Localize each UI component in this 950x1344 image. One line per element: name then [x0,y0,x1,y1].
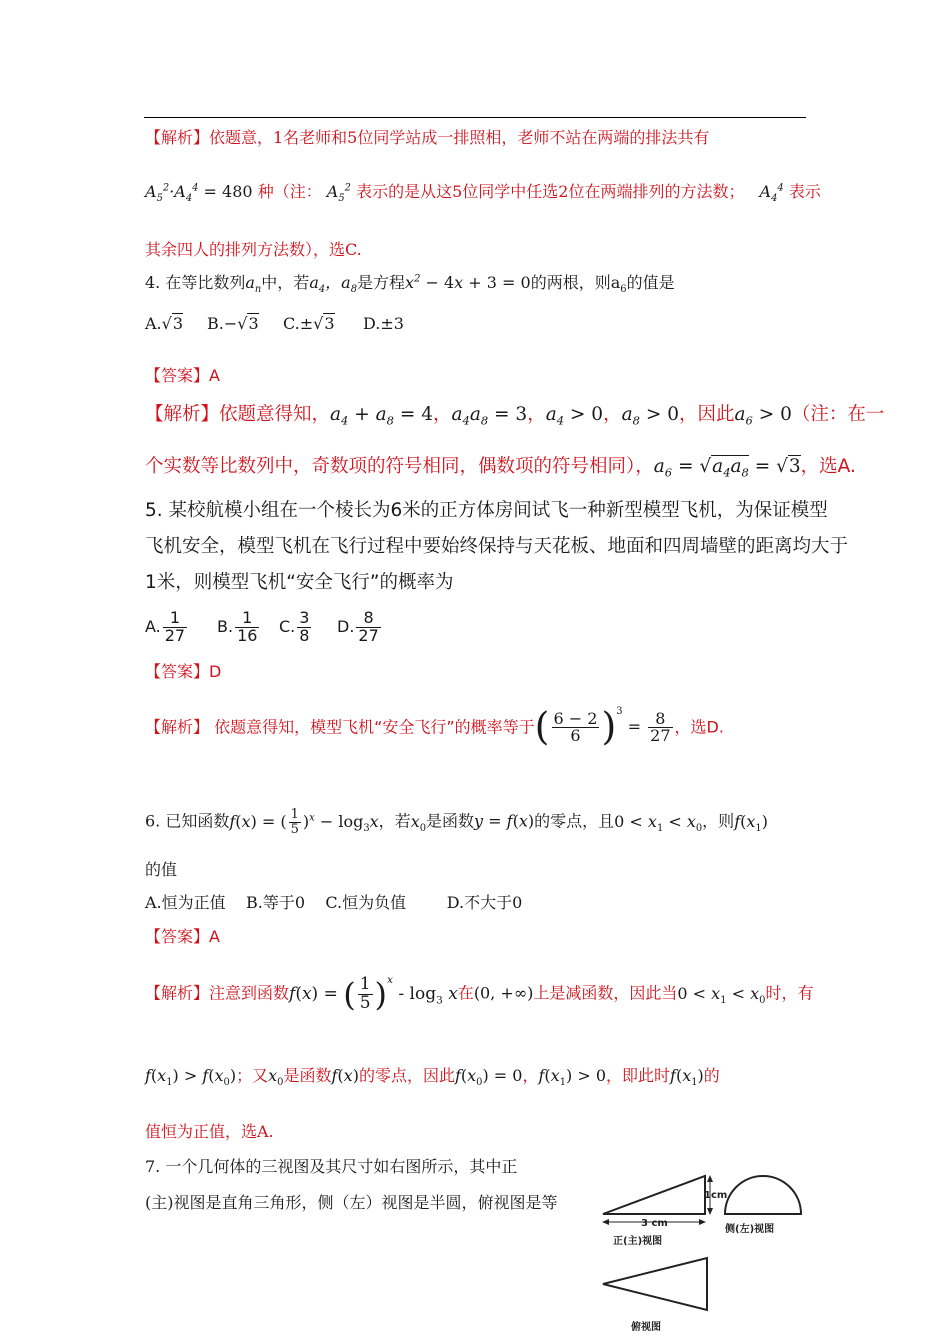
header-rule [144,117,806,118]
q4-option-a: A.√3 [145,314,184,333]
q5-expl: 【解析】 依题意得知，模型飞机“安全飞行”的概率等于( $\frac{6 - 2}{6}$ )$^3$ = $\frac{8}{27}$ ，选D. [145,705,724,749]
q5-line3: 1米，则模型飞机“安全飞行”的概率为 [145,572,454,593]
q5-options [145,610,810,645]
top-view-label: 俯视图 [631,1322,661,1333]
q5-option-a: A. $\frac{1}{27}$ [145,608,186,645]
q5-option-c: C. $\frac{3}{8}$ [279,608,310,645]
q4-stem: 4. 在等比数列$a_n$中，若$a_4$，$a_8$是方程$x^2 - 4x + 3 = 0$的两根，则$a_6$的值是 [145,273,675,296]
q5-line1: 5. 某校航模小组在一个棱长为6米的正方体房间试飞一种新型模型飞机，为保证模型 [145,500,828,521]
s1-note-a: 种（注： [257,182,322,201]
side-view-label: 侧(左)视图 [725,1224,775,1235]
q4-expl-line1: 【解析】依题意得知，$a_4 + a_8 = 4$，$a_4a_8 = 3$，$a_4 > 0$，$a_8 > 0$，因此$a_6 > 0$（注：在一 [145,404,885,428]
front-view-triangle [603,1176,705,1214]
q6-answer: 【答案】A [145,927,220,946]
s1-line3: 其余四人的排列方法数），选C. [145,240,362,259]
q4-options [145,314,810,333]
side-view-semicircle [725,1176,801,1214]
top-view-triangle [603,1258,707,1310]
s1-permutation-formula: $A_5^2\cdot A_4^4 = 480$ [145,182,253,205]
s1-note-c: 表示 [788,182,821,201]
s1-note-b: 表示的是从这5位同学中任选2位在两端排列的方法数； [356,182,745,201]
q5-option-d: D. $\frac{8}{27}$ [337,608,379,645]
q7-line1: 7. 一个几何体的三视图及其尺寸如右图所示，其中正 [145,1157,518,1176]
q4-expl-line2: 个实数等比数列中，奇数项的符号相同，偶数项的符号相同），$a_6 = √a_4a_8 = √3$，选A. [145,456,856,480]
q5-line2: 飞机安全，模型飞机在飞行过程中要始终保持与天花板、地面和四周墙壁的距离均大于 [145,536,849,557]
q6-expl-line2: $f(x_1) > f(x_0)$；又$x_0$是函数f(x)的零点，因此$f(x_0) = 0$，$f(x_1) > 0$，即此时$f(x_1)$的 [145,1066,720,1089]
q4-option-c: C.±√3 [283,314,335,333]
width-label: 3 cm [641,1218,668,1229]
height-label: 1cm [704,1190,728,1201]
q5-option-b: B. $\frac{1}{16}$ [217,608,258,645]
three-view-figure [595,1160,810,1342]
q5-answer: 【答案】D [145,662,222,681]
q6-expl-line3: 值恒为正值，选A. [145,1122,274,1141]
q6-stem-line2: 的值 [145,860,178,879]
q7-line2: (主)视图是直角三角形，侧（左）视图是半圆，俯视图是等 [145,1193,558,1212]
q6-stem: 6. 已知函数f(x) = ( $\frac{1}{5}$ )$^x - \log_3x$，若$x_0$是函数y = f(x)的零点，且$0 < x_1 < x_0$，则$f(x_1)$ [145,807,768,837]
q4-option-d: D.±3 [363,314,404,333]
q4-answer: 【答案】A [145,366,220,385]
q6-expl-line1: 【解析】注意到函数f(x) = ( $\frac{1}{5}$ )$^x - \log_3 x$在(0, +∞)上是减函数，因此当$0 < x_1 < x_0$时，有 [145,973,814,1013]
s1-line1: 【解析】依题意，1名老师和5位同学站成一排照相，老师不站在两端的排法共有 [145,128,710,147]
q6-options: A.恒为正值 B.等于0 C.恒为负值 D.不大于0 [145,893,523,912]
front-view-label: 正(主)视图 [613,1236,663,1247]
q4-option-b: B.−√3 [207,314,259,333]
s1-line2: $A_5^2\cdot A_4^4 = 480$ 种（注： $A_5^2$ 表示的是从这5位同学中任选2位在两端排列的方法数； $A_4^4$ 表示 [145,182,821,205]
